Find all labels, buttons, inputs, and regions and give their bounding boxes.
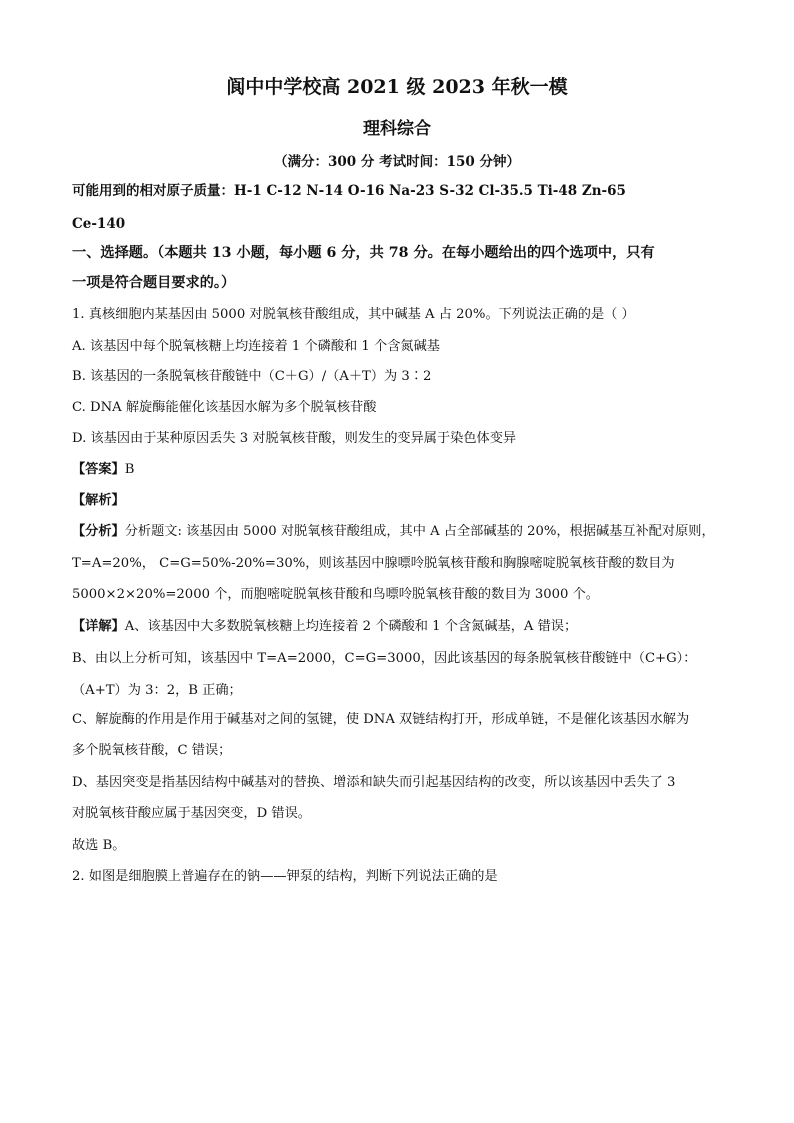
fenxi-line-2: T=A=20%， C=G=50%-20%=30%，则该基因中腺嘌呤脱氧核苷酸和胸腺嘧啶脱氧核苷酸的数目为 — [72, 556, 675, 571]
detail-line-d1: D、基因突变是指基因结构中碱基对的替换、增添和缺失而引起基因结构的改变，所以该基因中丢失了 3 — [72, 775, 676, 790]
detail-line-c1: C、解旋酶的作用是作用于碱基对之间的氢键，使 DNA 双链结构打开，形成单链，不是催化该基因水解为 — [72, 712, 690, 727]
answer-tag: 【答案】 — [72, 462, 125, 477]
exam-title: 阆中中学校高 2021 级 2023 年秋一模 — [226, 76, 568, 98]
detail-line-b1: B、由以上分析可知，该基因中 T=A=2000，C=G=3000，因此该基因的每条脱氧核苷酸链中（C+G）： — [72, 651, 697, 666]
conclusion: 故选 B。 — [72, 838, 126, 853]
fenxi-line-1 — [72, 523, 715, 541]
question-1-option-a: A. 该基因中每个脱氧核糖上均连接着 1 个磷酸和 1 个含氮碱基 — [72, 339, 440, 354]
question-1-option-c: C. DNA 解旋酶能催化该基因水解为多个脱氧核苷酸 — [72, 400, 377, 415]
fenxi-tag: 【分析】 — [72, 524, 125, 539]
question-1-stem: 1. 真核细胞内某基因由 5000 对脱氧核苷酸组成，其中碱基 A 占 20%。下列说法正确的是（ ） — [72, 307, 635, 322]
analysis-tag: 【解析】 — [72, 493, 125, 508]
exam-meta: （满分：300 分 考试时间：150 分钟） — [274, 154, 520, 170]
answer-value: B — [124, 462, 135, 477]
exam-subject: 理科综合 — [363, 119, 431, 139]
fenxi-line-3: 5000×2×20%=2000 个，而胞嘧啶脱氧核苷酸和鸟嘌呤脱氧核苷酸的数目为 3000 个。 — [72, 587, 599, 602]
detail-line-a — [72, 618, 577, 636]
answer-line — [72, 461, 134, 479]
section-heading-line2: 一项是符合题目要求的。） — [72, 275, 236, 291]
atomic-masses-line1: 可能用到的相对原子质量：H-1 C-12 N-14 O-16 Na-23 S-32 Cl-35.5 Ti-48 Zn-65 — [72, 183, 626, 199]
fenxi-text-1: 分析题文: 该基因由 5000 对脱氧核苷酸组成，其中 A 占全部碱基的 20%，根据碱基互补配对原则， — [124, 524, 715, 539]
detail-line-d2: 对脱氧核苷酸应属于基因突变，D 错误。 — [72, 806, 311, 821]
question-2-stem: 2. 如图是细胞膜上普遍存在的钠——钾泵的结构，判断下列说法正确的是 — [72, 869, 498, 884]
detail-a-text: A、该基因中大多数脱氧核糖上均连接着 2 个磷酸和 1 个含氮碱基，A 错误； — [124, 619, 578, 634]
detail-line-c2: 多个脱氧核苷酸，C 错误； — [72, 743, 232, 758]
atomic-masses-line2: Ce-140 — [72, 216, 126, 232]
detail-line-b2: （A+T）为 3：2，B 正确； — [72, 683, 242, 698]
question-1-option-d: D. 该基因由于某种原因丢失 3 对脱氧核苷酸，则发生的变异属于染色体变异 — [72, 431, 517, 446]
question-1-option-b: B. 该基因的一条脱氧核苷酸链中（C＋G）/（A＋T）为 3∶2 — [72, 369, 432, 384]
section-heading-line1: 一、选择题。（本题共 13 小题，每小题 6 分，共 78 分。在每小题给出的四个选项中，只有 — [72, 245, 655, 261]
xiangjie-tag: 【详解】 — [72, 619, 125, 634]
